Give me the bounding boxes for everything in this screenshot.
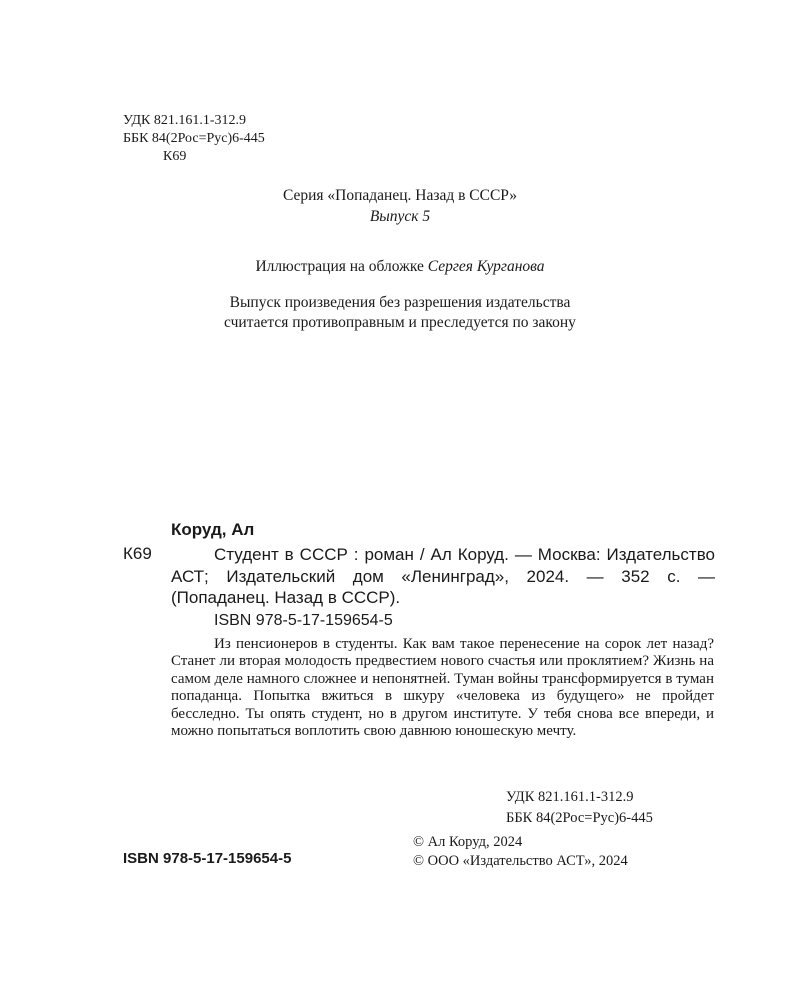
warning-line-2: считается противоправным и преследуется по закону bbox=[224, 314, 576, 331]
bottom-classification-codes bbox=[506, 787, 653, 829]
copyright-warning bbox=[0, 293, 800, 333]
series-title: Серия «Попаданец. Назад в СССР» bbox=[282, 187, 518, 204]
bbk-code-bottom: ББК 84(2Рос=Рус)6-445 bbox=[506, 810, 653, 826]
catalog-isbn: ISBN 978-5-17-159654-5 bbox=[214, 612, 393, 629]
copyright-notice bbox=[413, 833, 628, 871]
bbk-code: ББК 84(2Рос=Рус)6-445 bbox=[123, 131, 265, 146]
copyright-publisher: © ООО «Издательство АСТ», 2024 bbox=[413, 853, 628, 869]
illustration-credit bbox=[0, 258, 800, 276]
copyright-author: © Ал Коруд, 2024 bbox=[413, 834, 523, 850]
annotation bbox=[171, 636, 714, 740]
catalog-author-mark: К69 bbox=[123, 544, 152, 563]
warning-line-1: Выпуск произведения без разрешения издательства bbox=[229, 294, 571, 311]
annotation-text: Из пенсионеров в студенты. Как вам такое перенесение на сорок лет назад? Станет ли вторая молодость предвестием нового счастья или проклятием? Жизнь на самом деле намного сложнее и непонятней. Туман войны трансформируется в туман попаданца. Попытка вжиться в шкуру «человека из будущего» не пройдет бесследно. Ты опять студент, но в другом институте. У тебя снова все впереди, и можно попытаться воплотить свою давнюю юношескую мечту. bbox=[171, 636, 714, 740]
isbn-bold: ISBN 978-5-17-159654-5 bbox=[123, 850, 292, 867]
issue-number: Выпуск 5 bbox=[369, 208, 431, 225]
catalog-author: Коруд, Ал bbox=[171, 520, 255, 539]
bibliographic-description bbox=[171, 544, 715, 609]
udk-code: УДК 821.161.1-312.9 bbox=[123, 113, 247, 128]
illustration-prefix: Иллюстрация на обложке bbox=[255, 258, 424, 275]
bibliographic-text: Студент в СССР : роман / Ал Коруд. — Москва: Издательство АСТ; Издательский дом «Ленинград», 2024. — 352 с. — (Попаданец. Назад в СССР). bbox=[171, 545, 715, 607]
top-classification-codes bbox=[123, 112, 265, 166]
illustration-artist: Сергея Курганова bbox=[427, 258, 545, 275]
udk-code-bottom: УДК 821.161.1-312.9 bbox=[506, 789, 634, 805]
author-mark: К69 bbox=[163, 149, 187, 164]
